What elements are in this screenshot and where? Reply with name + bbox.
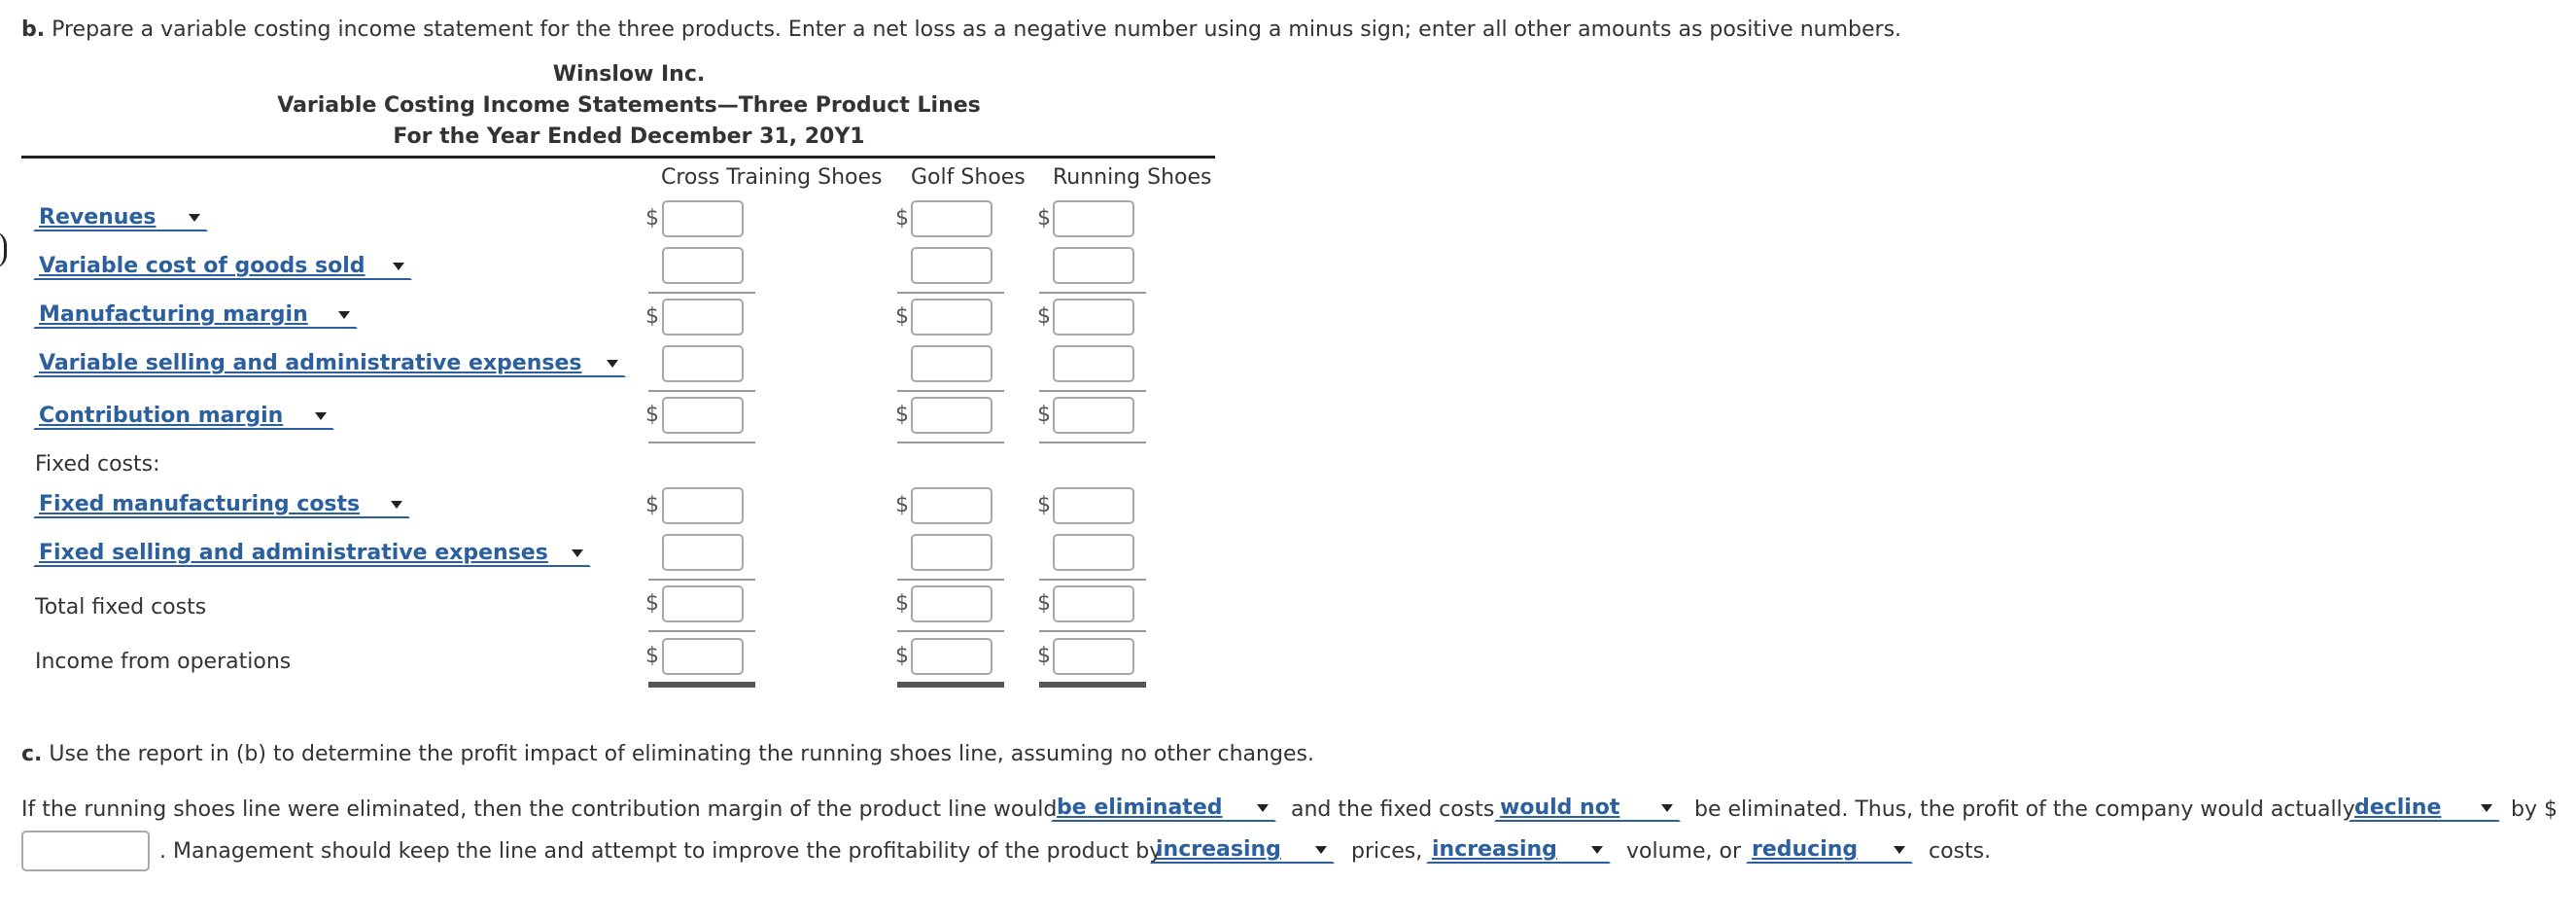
dollar-sign: $: [645, 493, 659, 517]
dollar-sign: $: [895, 206, 909, 230]
subtotal-rule: [1039, 442, 1146, 443]
volume-action-select-value: increasing: [1432, 837, 1557, 862]
row-select-manufacturing-margin[interactable]: [33, 300, 358, 329]
dollar-sign: $: [1037, 493, 1051, 517]
part-c-sentence-6: prices,: [1351, 839, 1423, 864]
subtotal-rule: [897, 292, 1004, 294]
running-variable-sga-input[interactable]: [1053, 345, 1134, 382]
row-select-variable-cogs[interactable]: [33, 251, 412, 280]
cross-fixed-manufacturing-input[interactable]: [662, 487, 744, 524]
subtotal-rule: [1039, 630, 1146, 632]
row-select-variable-sga[interactable]: [33, 348, 626, 377]
dollar-sign: $: [1037, 304, 1051, 329]
dollar-sign: $: [645, 591, 659, 616]
chevron-down-icon: [393, 263, 404, 270]
running-variable-cogs-input[interactable]: [1053, 247, 1134, 284]
dollar-sign: $: [1037, 206, 1051, 230]
chevron-down-icon: [1315, 846, 1327, 854]
subtotal-rule: [897, 579, 1004, 581]
subtotal-rule: [648, 442, 755, 443]
volume-action-select[interactable]: [1426, 834, 1611, 864]
dollar-sign: $: [645, 403, 659, 427]
chevron-down-icon: [391, 501, 402, 509]
cross-contribution-margin-input[interactable]: [662, 397, 744, 434]
row-label-fixed-manufacturing: Fixed manufacturing costs: [39, 492, 361, 516]
row-label-fixed-costs: Fixed costs:: [35, 452, 160, 477]
golf-total-fixed-input[interactable]: [911, 585, 992, 622]
golf-variable-sga-input[interactable]: [911, 345, 992, 382]
chevron-down-icon: [338, 311, 350, 319]
part-c-sentence-4: by $: [2511, 797, 2558, 822]
profit-direction-select-value: decline: [2354, 796, 2442, 820]
golf-variable-cogs-input[interactable]: [911, 247, 992, 284]
dollar-sign: $: [645, 304, 659, 329]
header-rule: [21, 156, 1215, 159]
cross-manufacturing-margin-input[interactable]: [662, 299, 744, 336]
prices-action-select[interactable]: [1150, 834, 1335, 864]
running-fixed-sga-input[interactable]: [1053, 534, 1134, 571]
row-select-fixed-sga[interactable]: [33, 538, 591, 567]
dollar-sign: $: [645, 644, 659, 668]
running-manufacturing-margin-input[interactable]: [1053, 299, 1134, 336]
left-edge-marker: [0, 231, 7, 268]
part-c-sentence-2: and the fixed costs: [1291, 797, 1495, 822]
dollar-sign: $: [895, 493, 909, 517]
dollar-sign: $: [895, 591, 909, 616]
chevron-down-icon: [1591, 846, 1603, 854]
dollar-sign: $: [1037, 644, 1051, 668]
subtotal-rule: [1039, 390, 1146, 392]
profit-impact-amount-input[interactable]: [21, 831, 150, 871]
dollar-sign: $: [895, 304, 909, 329]
row-label-revenues: Revenues: [39, 205, 157, 230]
subtotal-rule: [648, 390, 755, 392]
subtotal-rule: [1039, 292, 1146, 294]
part-c-sentence-3: be eliminated. Thus, the profit of the company would actually: [1694, 797, 2355, 822]
dollar-sign: $: [1037, 403, 1051, 427]
running-income-operations-input[interactable]: [1053, 638, 1134, 675]
row-label-variable-sga: Variable selling and administrative expenses: [39, 351, 582, 375]
total-double-rule: [897, 682, 1004, 688]
dollar-sign: $: [895, 644, 909, 668]
subtotal-rule: [897, 442, 1004, 443]
fixed-costs-select-value: would not: [1500, 796, 1620, 820]
statement-title: Variable Costing Income Statements—Three Product Lines: [277, 93, 981, 118]
golf-revenues-input[interactable]: [911, 200, 992, 237]
row-select-contribution-margin[interactable]: [33, 401, 334, 430]
part-c-instruction: [21, 742, 1314, 766]
col-header-running: Running Shoes: [1053, 165, 1212, 190]
part-c-sentence-8: costs.: [1929, 839, 1992, 864]
dollar-sign: $: [645, 206, 659, 230]
running-revenues-input[interactable]: [1053, 200, 1134, 237]
statement-period: For the Year Ended December 31, 20Y1: [393, 124, 865, 149]
row-label-total-fixed: Total fixed costs: [35, 595, 207, 619]
row-label-income-operations: Income from operations: [35, 650, 292, 674]
costs-action-select[interactable]: [1746, 834, 1913, 864]
chevron-down-icon: [607, 360, 618, 368]
running-contribution-margin-input[interactable]: [1053, 397, 1134, 434]
costs-action-select-value: reducing: [1752, 837, 1859, 862]
row-select-fixed-manufacturing[interactable]: [33, 489, 410, 518]
subtotal-rule: [897, 630, 1004, 632]
part-c-sentence-7: volume, or: [1626, 839, 1741, 864]
part-c-sentence-5: . Management should keep the line and attempt to improve the profitability of the product by: [159, 839, 1163, 864]
chevron-down-icon: [1661, 804, 1673, 812]
cross-total-fixed-input[interactable]: [662, 585, 744, 622]
chevron-down-icon: [1894, 846, 1905, 854]
col-header-golf: Golf Shoes: [911, 165, 1026, 190]
chevron-down-icon: [572, 549, 583, 557]
part-c-text: Use the report in (b) to determine the profit impact of eliminating the running shoes line, assuming no other changes.: [42, 742, 1314, 766]
subtotal-rule: [648, 292, 755, 294]
subtotal-rule: [648, 630, 755, 632]
chevron-down-icon: [189, 214, 200, 222]
cross-variable-sga-input[interactable]: [662, 345, 744, 382]
total-double-rule: [1039, 682, 1146, 688]
contribution-margin-select[interactable]: [1051, 793, 1276, 822]
row-label-fixed-sga: Fixed selling and administrative expenses: [39, 541, 548, 565]
cross-revenues-input[interactable]: [662, 200, 744, 237]
part-b-label: b.: [21, 18, 46, 42]
running-fixed-manufacturing-input[interactable]: [1053, 487, 1134, 524]
part-c-label: c.: [21, 742, 43, 766]
chevron-down-icon: [2481, 804, 2492, 812]
dollar-sign: $: [1037, 591, 1051, 616]
profit-direction-select[interactable]: [2349, 793, 2500, 822]
row-select-revenues[interactable]: [33, 202, 208, 231]
subtotal-rule: [1039, 579, 1146, 581]
dollar-sign: $: [895, 403, 909, 427]
golf-fixed-manufacturing-input[interactable]: [911, 487, 992, 524]
cross-variable-cogs-input[interactable]: [662, 247, 744, 284]
contribution-margin-select-value: be eliminated: [1057, 796, 1223, 820]
cross-fixed-sga-input[interactable]: [662, 534, 744, 571]
part-b-instruction: [21, 18, 1901, 42]
subtotal-rule: [648, 579, 755, 581]
row-label-contribution-margin: Contribution margin: [39, 404, 284, 428]
company-name: Winslow Inc.: [552, 62, 706, 87]
chevron-down-icon: [315, 412, 327, 420]
total-double-rule: [648, 682, 755, 688]
golf-contribution-margin-input[interactable]: [911, 397, 992, 434]
prices-action-select-value: increasing: [1156, 837, 1281, 862]
row-label-variable-cogs: Variable cost of goods sold: [39, 254, 366, 278]
golf-income-operations-input[interactable]: [911, 638, 992, 675]
golf-fixed-sga-input[interactable]: [911, 534, 992, 571]
chevron-down-icon: [1257, 804, 1269, 812]
golf-manufacturing-margin-input[interactable]: [911, 299, 992, 336]
running-total-fixed-input[interactable]: [1053, 585, 1134, 622]
row-label-manufacturing-margin: Manufacturing margin: [39, 302, 308, 327]
fixed-costs-select[interactable]: [1494, 793, 1681, 822]
subtotal-rule: [897, 390, 1004, 392]
part-c-sentence-1: If the running shoes line were eliminated, then the contribution margin of the product line would: [21, 797, 1058, 822]
part-b-text: Prepare a variable costing income statement for the three products. Enter a net loss as a negative number using a minus sign; enter all other amounts as positive numbers.: [45, 18, 1902, 42]
col-header-cross-training: Cross Training Shoes: [661, 165, 883, 190]
cross-income-operations-input[interactable]: [662, 638, 744, 675]
